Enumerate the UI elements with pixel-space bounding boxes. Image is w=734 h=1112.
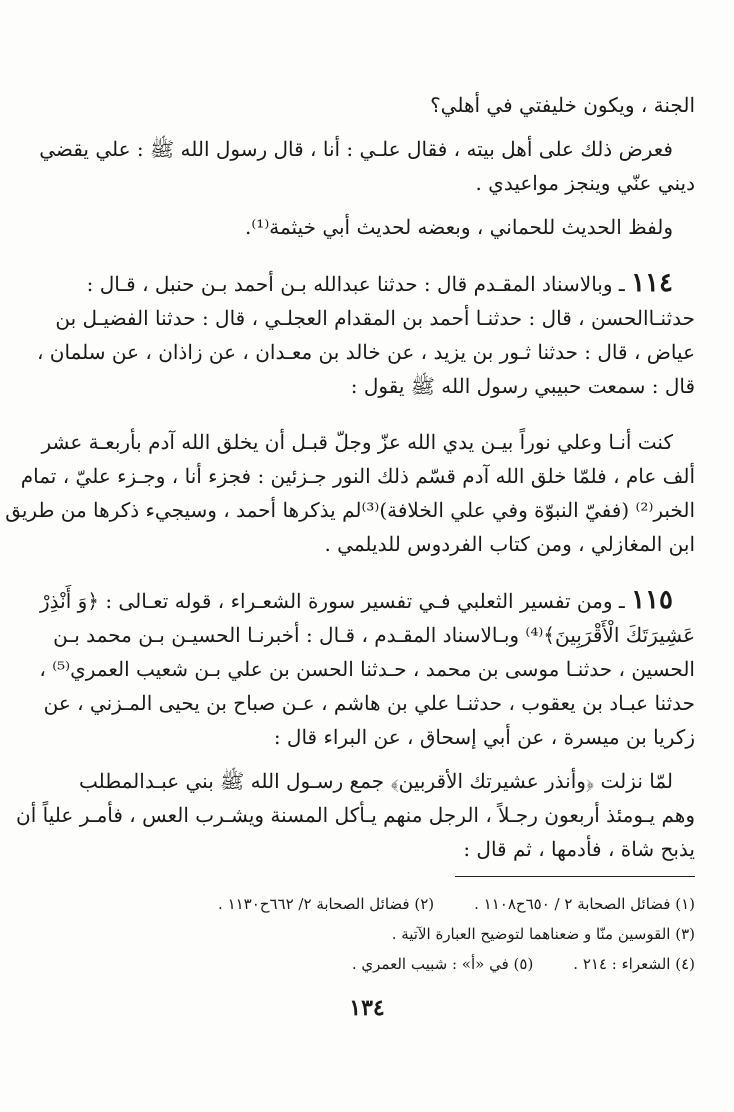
paragraph-line: لمّا نزلت ﴿وأنذر عشيرتك الأقربين﴾ جمع رسـول الله ﷺ بني عبـدالمطلب bbox=[78, 769, 673, 793]
paragraph-line: ابن المغازلي ، ومن كتاب الفردوس للديلمي . bbox=[324, 532, 695, 556]
hadith-text: ـ ومن تفسير الثعلبي فـي تفسير سورة الشعـراء ، قوله تعـالى : ﴿وَ أَنْذِرْ bbox=[39, 589, 625, 613]
footnote-5: (٥) في «أ» : شبيب العمري . bbox=[351, 955, 534, 973]
paragraph-line: حدثنا عبـاد بن يعقوب ، حدثنـا علي بن هاشم ، عـن صباح بن يحيى المـزني ، عن bbox=[43, 691, 695, 715]
paragraph-line: وهم يـومئذ أربعون رجـلاً ، الرجل منهم يـأكل المسنة ويشـرب العس ، فأمـر علياً أن bbox=[16, 803, 695, 827]
paragraph-line: الجنة ، ويكون خليفتي في أهلي؟ bbox=[430, 93, 695, 117]
page-body bbox=[5, 88, 695, 979]
paragraph-line: كنت أنـا وعلي نوراً بيـن يدي الله عزّ وجلّ قبـل أن يخلق الله آدم بأربعـة عشر bbox=[41, 430, 673, 454]
paragraph-line: فعرض ذلك على أهل بيته ، فقال علـي : أنا ، قال رسول الله ﷺ : علي يقضي bbox=[39, 137, 673, 161]
footnote-row bbox=[95, 889, 695, 919]
hadith-number: ١١٤ bbox=[631, 268, 673, 298]
page-number: ١٣٤ bbox=[349, 995, 385, 1021]
footnote-1: (١) فضائل الصحابة ٢ / ٦٥٠ح١١٠٨ . bbox=[474, 895, 695, 913]
paragraph-line: عَشِيرَتَكَ الْأَقْرَبِينَ﴾⁽⁴⁾ وبـالاسناد المقـدم ، قـال : أخبرنـا الحسيـن بـن محمد بـن bbox=[53, 623, 695, 647]
paragraph-line: الخبر⁽²⁾ (ففيّ النبوّة وفي علي الخلافة)⁽³⁾لم يذكرها أحمد ، وسيجيء ذكرها من طريق bbox=[5, 498, 695, 522]
paragraph-line: ولفظ الحديث للحماني ، وبعضه لحديث أبي خيثمة⁽¹⁾. bbox=[245, 215, 673, 239]
footnote-divider bbox=[455, 876, 695, 877]
paragraph-line: حدثنـاالحسن ، قال : حدثنـا أحمد بن المقدام العجلـي ، قال : حدثنا الفضيـل بن bbox=[55, 306, 695, 330]
paragraph-line: قال : سمعت حبيبي رسول الله ﷺ يقول : bbox=[350, 374, 695, 398]
footnote-row bbox=[95, 949, 695, 979]
hadith-number: ١١٥ bbox=[631, 585, 673, 615]
footnote-2: (٢) فضائل الصحابة ٢/ ٦٦٢ح١١٣٠ . bbox=[218, 895, 435, 913]
hadith-114-header bbox=[86, 266, 695, 301]
paragraph-line: الحسين ، حدثنـا موسى بن محمد ، حـدثنا الحسن بن علي بـن شعيب العمري⁽⁵⁾ ، bbox=[39, 657, 695, 681]
paragraph-line: عياض ، قال : حدثنا ثـور بن يزيد ، عن خالد بن معـدان ، عن زاذان ، عن سلمان ، bbox=[36, 340, 695, 364]
hadith-text: ـ وبالاسناد المقـدم قال : حدثنا عبدالله بـن أحمد بـن حنبل ، قـال : bbox=[86, 272, 625, 296]
paragraph-line: زكريا بن ميسرة ، عن أبي إسحاق ، عن البراء قال : bbox=[273, 725, 695, 749]
hadith-115-header bbox=[39, 583, 695, 618]
footnote-3: (٣) القوسين منّا و ضعناهما لتوضيح العبارة الآتية . bbox=[391, 925, 695, 943]
footnote-4: (٤) الشعراء : ٢١٤ . bbox=[573, 955, 695, 973]
paragraph-line: يذبح شاة ، فأدمها ، ثم قال : bbox=[463, 837, 695, 861]
paragraph-line: ديني عنّي وينجز مواعيدي . bbox=[475, 171, 695, 195]
paragraph-line: ألف عام ، فلمّا خلق الله آدم قسّم ذلك النور جـزئين : فجزء أنا ، وجـزء عليّ ، تمام bbox=[20, 464, 695, 488]
